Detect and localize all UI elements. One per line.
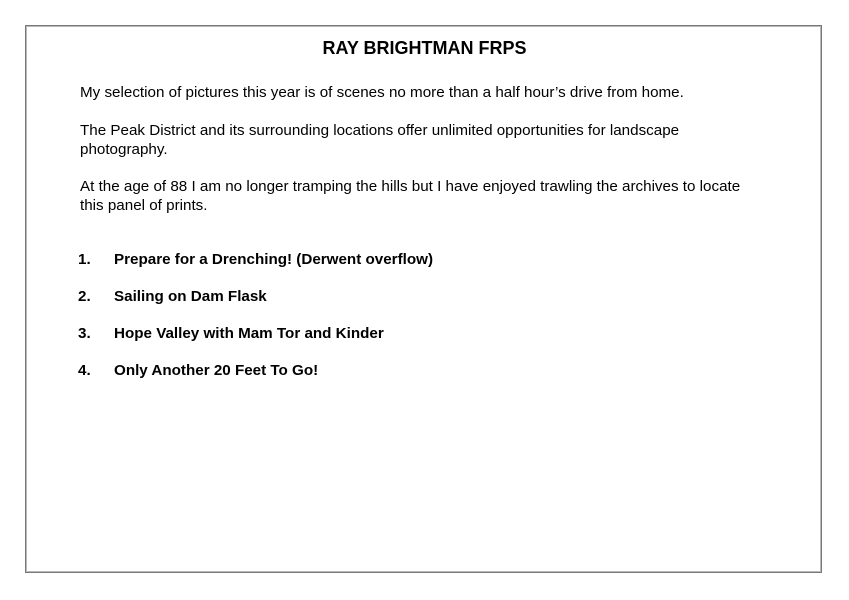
print-list bbox=[78, 250, 433, 398]
list-item-label: Sailing on Dam Flask bbox=[114, 288, 267, 305]
list-item-number: 4. bbox=[78, 362, 91, 379]
list-item-number: 1. bbox=[78, 251, 91, 268]
list-item bbox=[78, 324, 433, 361]
intro-paragraph: My selection of pictures this year is of scenes no more than a half hour’s drive from home. bbox=[80, 84, 684, 101]
list-item-label: Only Another 20 Feet To Go! bbox=[114, 362, 319, 379]
list-item-number: 3. bbox=[78, 325, 91, 342]
list-item-number: 2. bbox=[78, 288, 91, 305]
list-item bbox=[78, 287, 433, 324]
list-item-label: Prepare for a Drenching! (Derwent overflow) bbox=[114, 251, 433, 268]
archive-paragraph: At the age of 88 I am no longer tramping the hills but I have enjoyed trawling the archives to locate this panel of prints. bbox=[80, 178, 741, 214]
location-paragraph: The Peak District and its surrounding locations offer unlimited opportunities for landscape photography. bbox=[80, 122, 680, 158]
list-item bbox=[78, 250, 433, 287]
list-item-label: Hope Valley with Mam Tor and Kinder bbox=[114, 325, 384, 342]
list-item bbox=[78, 361, 433, 398]
page-title: RAY BRIGHTMAN FRPS bbox=[322, 38, 527, 58]
